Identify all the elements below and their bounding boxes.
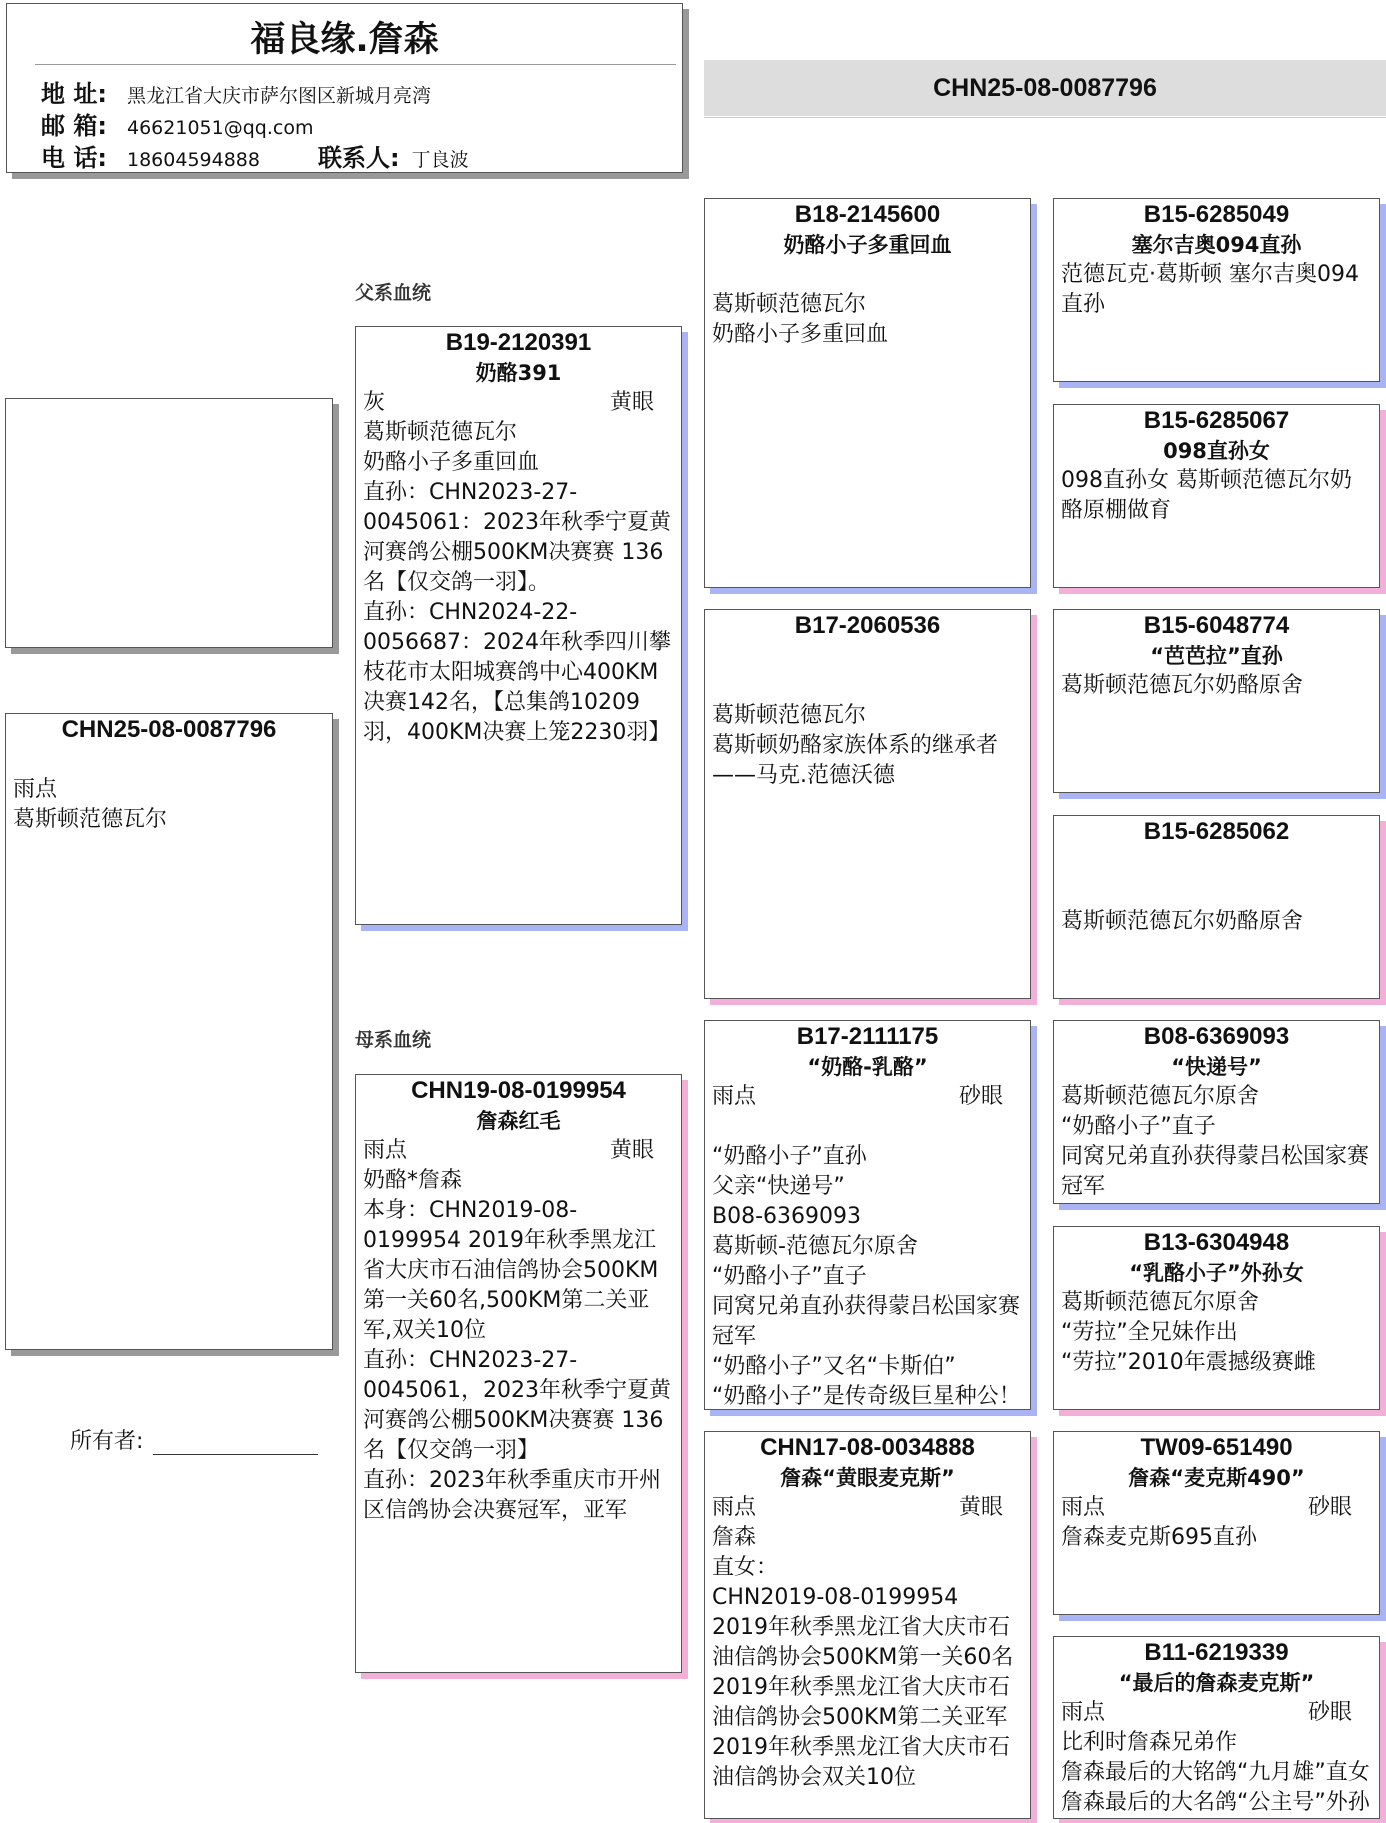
dss-card (1053, 1020, 1380, 1204)
pedigree-note-line: 奶酪小子多重回血 (712, 322, 889, 347)
color-eye-row (712, 1082, 1023, 1112)
eye-type: 黄眼 (609, 1138, 654, 1163)
pedigree-note-line: 葛斯顿范德瓦尔原舍 (1061, 1084, 1260, 1109)
color-eye-row (363, 1136, 674, 1166)
pigeon-name (712, 641, 1023, 671)
banner-divider (704, 117, 1386, 118)
ring-number: TW09-651490 (1140, 1434, 1293, 1461)
pigeon-name: 詹森“黄眼麦克斯” (780, 1466, 955, 1490)
ring-number: B11-6219339 (1144, 1639, 1289, 1666)
ring-number: B18-2145600 (794, 201, 941, 228)
phone-label: 电 话: (41, 144, 107, 172)
pedigree-note-line: 葛斯顿范德瓦尔原舍 (1061, 1290, 1260, 1315)
address-label: 地 址: (41, 80, 107, 108)
pedigree-note-line: “劳拉”全兄妹作出 (1061, 1320, 1238, 1345)
pigeon-name: 奶酪小子多重回血 (783, 233, 952, 257)
breeder-header (6, 3, 683, 173)
subject-pigeon-card (5, 713, 333, 1350)
pedigree-note-line: 詹森麦克斯695直孙 (1061, 1525, 1257, 1550)
ring-number-banner: CHN25-08-0087796 (704, 60, 1386, 116)
pigeon-name (1061, 847, 1372, 877)
pedigree-note-line: 直女： (712, 1555, 779, 1580)
feather-color: 雨点 (1061, 1700, 1106, 1725)
pedigree-note-line: 比利时詹森兄弟作 (1061, 1730, 1238, 1755)
feather-color: 灰 (363, 390, 386, 415)
pigeon-name: 098直孙女 (1163, 439, 1270, 463)
pedigree-note-line: “奶酪小子”直子 (712, 1264, 867, 1289)
pedigree-note-line: 098直孙女 葛斯顿范德瓦尔奶酪原棚做育 (1061, 468, 1352, 523)
pedigree-note-line: 同窝兄弟直孙获得蒙吕松国家赛冠军 (712, 1294, 1021, 1349)
pigeon-name: 詹森红毛 (476, 1109, 561, 1133)
owner-signature-line (153, 1430, 318, 1455)
pedigree-note-line: 葛斯顿-范德瓦尔原舍 (712, 1234, 918, 1259)
pedigree-note-line: “奶酪小子”直子 (1061, 1114, 1216, 1139)
pigeon-name: 詹森“麦克斯490” (1128, 1466, 1305, 1490)
ring-number: B15-6285062 (1143, 818, 1290, 845)
dds-card (1053, 1431, 1380, 1615)
pedigree-note-line: 葛斯顿范德瓦尔 (712, 292, 867, 317)
ring-number: CHN17-08-0034888 (760, 1434, 975, 1461)
dam-line-label: 母系血统 (355, 1029, 432, 1051)
eye-type: 黄眼 (609, 390, 654, 415)
ring-number: B15-6285067 (1143, 407, 1290, 434)
pedigree-note-line: 詹森最后的大铭鸽“九月雄”直女 (1061, 1760, 1370, 1785)
sds-card (1053, 609, 1380, 793)
pedigree-note-line: 2019年秋季黑龙江省大庆市石油信鸽协会500KM第一关60名 (712, 1615, 1014, 1670)
ring-number: B15-6048774 (1143, 612, 1290, 639)
ring-number: B19-2120391 (445, 329, 592, 356)
dam-card (355, 1074, 682, 1673)
pedigree-note-line: “奶酪小子”直孙 (712, 1144, 867, 1169)
feather-color: 雨点 (1061, 1495, 1106, 1520)
pedigree-note-line: 本身：CHN2019-08-0199954 2019年秋季黑龙江省大庆市石油信鸽协会500KM第一关60名,500KM第二关亚军,双关10位 (363, 1198, 659, 1343)
pedigree-note-line (1061, 877, 1372, 907)
pedigree-note-line: 直孙：CHN2024-22-0056687：2024年秋季四川攀枝花市太阳城赛鸽中心400KM决赛142名，【总集鸽10209羽，400KM决赛上笼2230羽】 (363, 600, 671, 745)
pedigree-note-line: 父亲“快递号” (712, 1174, 845, 1199)
sire-sire-card (704, 198, 1031, 588)
pedigree-note-line: 直孙：CHN2023-27-0045061，2023年秋季宁夏黄河赛鸽公棚500KM决赛赛 136名【仅交鸽一羽】 (363, 1348, 671, 1463)
phone-value: 18604594888 (127, 149, 260, 171)
feather-color: 雨点 (712, 1084, 757, 1109)
ssd-card (1053, 404, 1380, 588)
dam-sire-card (704, 1020, 1031, 1410)
ring-number: CHN25-08-0087796 (61, 716, 277, 743)
pedigree-note-line: 葛斯顿范德瓦尔 (363, 420, 518, 445)
pigeon-name: 奶酪391 (475, 361, 562, 385)
pedigree-note-line: “奶酪小子”是传奇级巨星种公！ (712, 1384, 1021, 1409)
pedigree-note-line: 葛斯顿奶酪家族体系的继承者——马克.范德沃德 (712, 733, 999, 788)
pedigree-note-line: “劳拉”2010年震撼级赛雌 (1061, 1350, 1316, 1375)
pedigree-note-line: 直孙：CHN2023-27-0045061：2023年秋季宁夏黄河赛鸽公棚500KM决赛赛 136名【仅交鸽一羽】。 (363, 480, 671, 595)
pedigree-note-line: 奶酪小子多重回血 (363, 450, 540, 475)
dsd-card (1053, 1226, 1380, 1410)
pigeon-name: “最后的詹森麦克斯” (1118, 1671, 1315, 1695)
email-label: 邮 箱: (41, 112, 107, 140)
sss-card (1053, 198, 1380, 382)
color-eye-row (1061, 1493, 1372, 1523)
pedigree-note-line: 雨点 (13, 777, 58, 802)
pigeon-name: “快递号” (1171, 1055, 1262, 1079)
pedigree-note-line: 2019年秋季黑龙江省大庆市石油信鸽协会500KM第二关亚军 (712, 1675, 1010, 1730)
color-eye-row (712, 671, 1023, 701)
eye-type: 砂眼 (958, 1084, 1003, 1109)
ring-number: B08-6369093 (1143, 1023, 1290, 1050)
pedigree-note-line: 同窝兄弟直孙获得蒙吕松国家赛冠军 (1061, 1144, 1370, 1199)
eye-type: 黄眼 (958, 1495, 1003, 1520)
breeder-title: 福良缘.詹森 (250, 20, 439, 60)
pedigree-note-line: 葛斯顿范德瓦尔奶酪原舍 (1061, 909, 1304, 934)
pedigree-note-line: 2019年秋季黑龙江省大庆市石油信鸽协会双关10位 (712, 1735, 1010, 1790)
feather-color: 雨点 (712, 1495, 757, 1520)
eye-type: 砂眼 (1307, 1700, 1352, 1725)
email-value: 46621051@qq.com (127, 117, 314, 139)
sire-card (355, 326, 682, 925)
owner-field (70, 1424, 318, 1455)
pedigree-note-line (712, 1112, 1023, 1142)
contact-label: 联系人: (317, 144, 400, 172)
owner-label: 所有者: (70, 1429, 144, 1454)
pigeon-name: “奶酪-乳酪” (807, 1055, 928, 1079)
pedigree-note-line: 詹森 (712, 1525, 757, 1550)
pedigree-note-line: 直孙：2023年秋季重庆市开州区信鸽协会决赛冠军，亚军 (363, 1468, 661, 1523)
eye-type: 砂眼 (1307, 1495, 1352, 1520)
pigeon-name: 塞尔吉奥094直孙 (1131, 233, 1302, 257)
feather-color: 雨点 (363, 1138, 408, 1163)
pedigree-note-line: 葛斯顿范德瓦尔奶酪原舍 (1061, 673, 1304, 698)
ring-number: B17-2111175 (796, 1023, 939, 1050)
ring-number: B13-6304948 (1143, 1229, 1290, 1256)
pigeon-name (13, 745, 325, 775)
pigeon-name: “芭芭拉”直孙 (1150, 644, 1283, 668)
color-eye-row (712, 1493, 1023, 1523)
sire-dam-card (704, 609, 1031, 999)
header-divider (35, 64, 676, 65)
ring-number: CHN19-08-0199954 (411, 1077, 626, 1104)
ddd-card (1053, 1636, 1380, 1819)
pedigree-note-line: 范德瓦克·葛斯顿 塞尔吉奥094直孙 (1061, 262, 1359, 317)
sire-line-label: 父系血统 (355, 282, 432, 304)
contact-value: 丁良波 (411, 149, 469, 171)
pigeon-photo-frame (5, 398, 333, 648)
ring-number: B15-6285049 (1143, 201, 1290, 228)
pedigree-note-line: “奶酪小子”又名“卡斯伯” (712, 1354, 956, 1379)
address-value: 黑龙江省大庆市萨尔图区新城月亮湾 (127, 85, 432, 107)
dam-dam-card (704, 1431, 1031, 1819)
color-eye-row (712, 260, 1023, 290)
color-eye-row (1061, 1698, 1372, 1728)
color-eye-row (363, 388, 674, 418)
pedigree-note-line: 奶酪*詹森 (363, 1168, 463, 1193)
pedigree-note-line: 詹森最后的大名鸽“公主号”外孙 (1061, 1790, 1370, 1815)
ring-number: B17-2060536 (794, 612, 941, 639)
pedigree-note-line: 葛斯顿范德瓦尔 (13, 807, 168, 832)
header-contact-block (41, 79, 469, 175)
pedigree-note-line: 葛斯顿范德瓦尔 (712, 703, 867, 728)
sdd-card (1053, 815, 1380, 999)
pigeon-name: “乳酪小子”外孙女 (1129, 1261, 1304, 1285)
pedigree-note-line: B08-6369093 (712, 1204, 862, 1229)
pedigree-note-line: CHN2019-08-0199954 (712, 1585, 959, 1610)
